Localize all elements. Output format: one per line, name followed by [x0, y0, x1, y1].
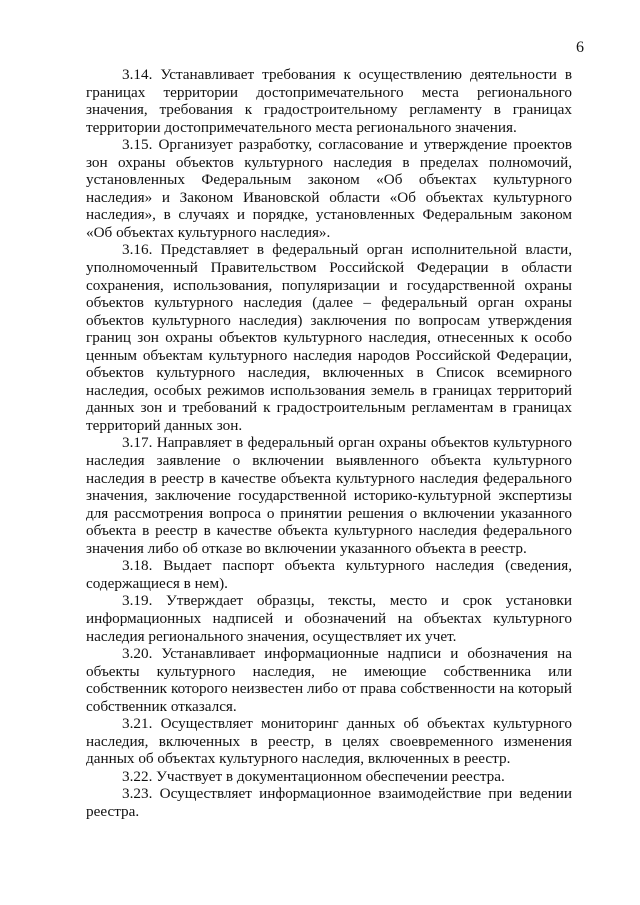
- paragraph-3-20: 3.20. Устанавливает информационные надписи и обозначения на объекты культурного наследия, не имеющие собственника или собственник которого неизвестен либо от права собственности на который собственник отказался.: [86, 645, 572, 715]
- page-number: 6: [576, 39, 584, 56]
- document-body: [86, 66, 572, 821]
- paragraph-3-14: 3.14. Устанавливает требования к осуществлению деятельности в границах территории достопримечательного места регионального значения, требования к градостроительному регламенту в границах территории достопримечательного места регионального значения.: [86, 66, 572, 136]
- paragraph-3-22: 3.22. Участвует в документационном обеспечении реестра.: [122, 767, 505, 785]
- paragraph-3-15: 3.15. Организует разработку, согласование и утверждение проектов зон охраны объектов культурного наследия в пределах полномочий, установленных Федеральным законом «Об объектах культурного наследия» и Законом Ивановской области «Об объектах культурного наследия», в случаях и порядке, установленных Федеральным законом «Об объектах культурного наследия».: [86, 136, 572, 241]
- paragraph-3-16: 3.16. Представляет в федеральный орган исполнительной власти, уполномоченный Правительством Российской Федерации в области сохранения, использования, популяризации и государственной охраны объектов культурного наследия (далее – федеральный орган охраны объектов культурного наследия) заключения по вопросам утверждения границ зон охраны объектов культурного наследия, отнесенных к особо ценным объектам культурного наследия народов Российской Федерации, объектов культурного наследия, включенных в Список всемирного наследия, особых режимов использования земель в границах территорий данных зон и требований к градостроительным регламентам в границах территорий данных зон.: [86, 241, 572, 434]
- paragraph-3-19: 3.19. Утверждает образцы, тексты, место и срок установки информационных надписей и обозначений на объектах культурного наследия регионального значения, осуществляет их учет.: [86, 592, 572, 645]
- paragraph-3-17: 3.17. Направляет в федеральный орган охраны объектов культурного наследия заявление о включении выявленного объекта культурного наследия в реестр в качестве объекта культурного наследия федерального значения, заключение государственной историко-культурной экспертизы для рассмотрения вопроса о принятии решения о включении указанного объекта в реестр в качестве объекта культурного наследия федерального значения либо об отказе во включении указанного объекта в реестр.: [86, 434, 572, 557]
- paragraph-3-23: 3.23. Осуществляет информационное взаимодействие при ведении реестра.: [86, 785, 572, 820]
- paragraph-3-21: 3.21. Осуществляет мониторинг данных об объектах культурного наследия, включенных в реестр, в целях своевременного изменения данных об объектах культурного наследия, включенных в реестр.: [86, 715, 572, 768]
- paragraph-3-18: 3.18. Выдает паспорт объекта культурного наследия (сведения, содержащиеся в нем).: [86, 557, 572, 592]
